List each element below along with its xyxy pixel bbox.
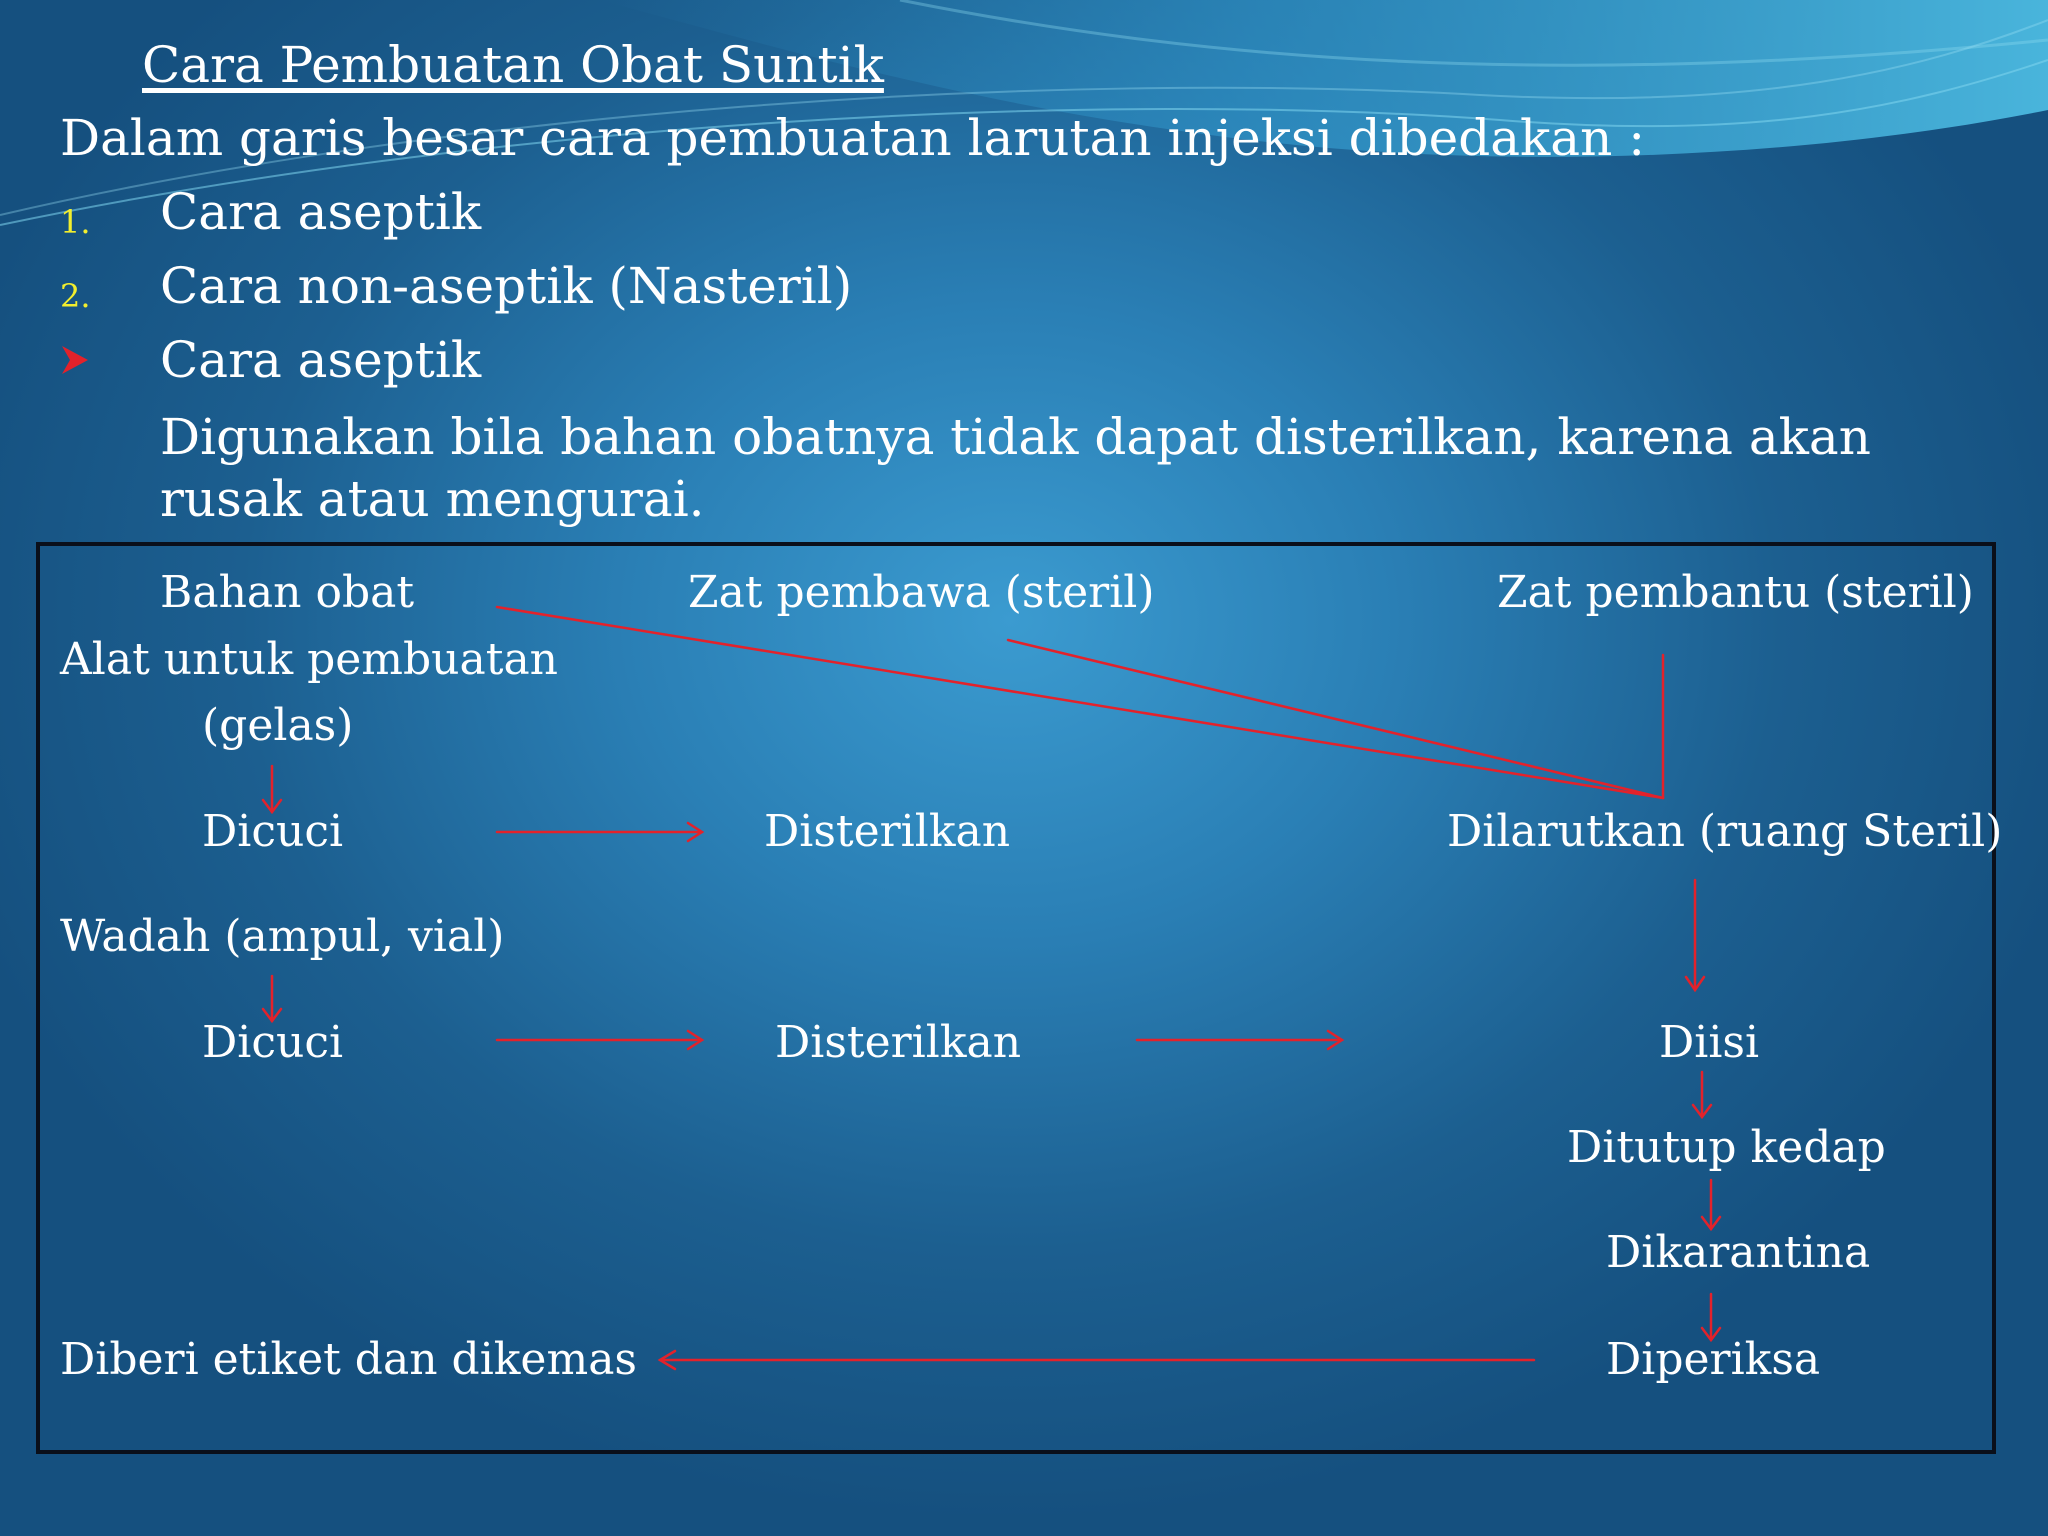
node-dikarantina: Dikarantina xyxy=(1606,1227,1871,1278)
node-ditutup-kedap: Ditutup kedap xyxy=(1567,1122,1886,1173)
description-paragraph: Digunakan bila bahan obatnya tidak dapat disterilkan, karena akan rusak atau mengurai. xyxy=(160,408,1871,528)
node-dicuci-1: Dicuci xyxy=(202,806,344,857)
node-zat-pembantu: Zat pembantu (steril) xyxy=(1497,567,1974,618)
node-gelas: (gelas) xyxy=(202,700,354,751)
list-item-aseptik: Cara aseptik xyxy=(160,183,482,241)
node-wadah: Wadah (ampul, vial) xyxy=(60,911,505,962)
node-dicuci-2: Dicuci xyxy=(202,1017,344,1068)
intro-text: Dalam garis besar cara pembuatan larutan injeksi dibedakan : xyxy=(60,109,1646,167)
bullet-heading: Cara aseptik xyxy=(160,331,482,389)
node-alat-pembuatan: Alat untuk pembuatan xyxy=(60,634,559,685)
arrowhead-bullet-icon xyxy=(60,344,90,376)
list-item-non-aseptik: Cara non-aseptik (Nasteril) xyxy=(160,257,853,315)
node-disterilkan-2: Disterilkan xyxy=(775,1017,1022,1068)
node-dilarutkan: Dilarutkan (ruang Steril) xyxy=(1447,806,2003,857)
list-number-2: 2. xyxy=(60,277,91,315)
node-diperiksa: Diperiksa xyxy=(1606,1334,1821,1385)
node-zat-pembawa: Zat pembawa (steril) xyxy=(688,567,1155,618)
node-bahan-obat: Bahan obat xyxy=(160,567,415,618)
node-diisi: Diisi xyxy=(1659,1017,1760,1068)
slide-title: Cara Pembuatan Obat Suntik xyxy=(142,36,884,94)
list-number-1: 1. xyxy=(60,203,91,241)
node-diberi-etiket: Diberi etiket dan dikemas xyxy=(60,1334,638,1385)
node-disterilkan-1: Disterilkan xyxy=(764,806,1011,857)
